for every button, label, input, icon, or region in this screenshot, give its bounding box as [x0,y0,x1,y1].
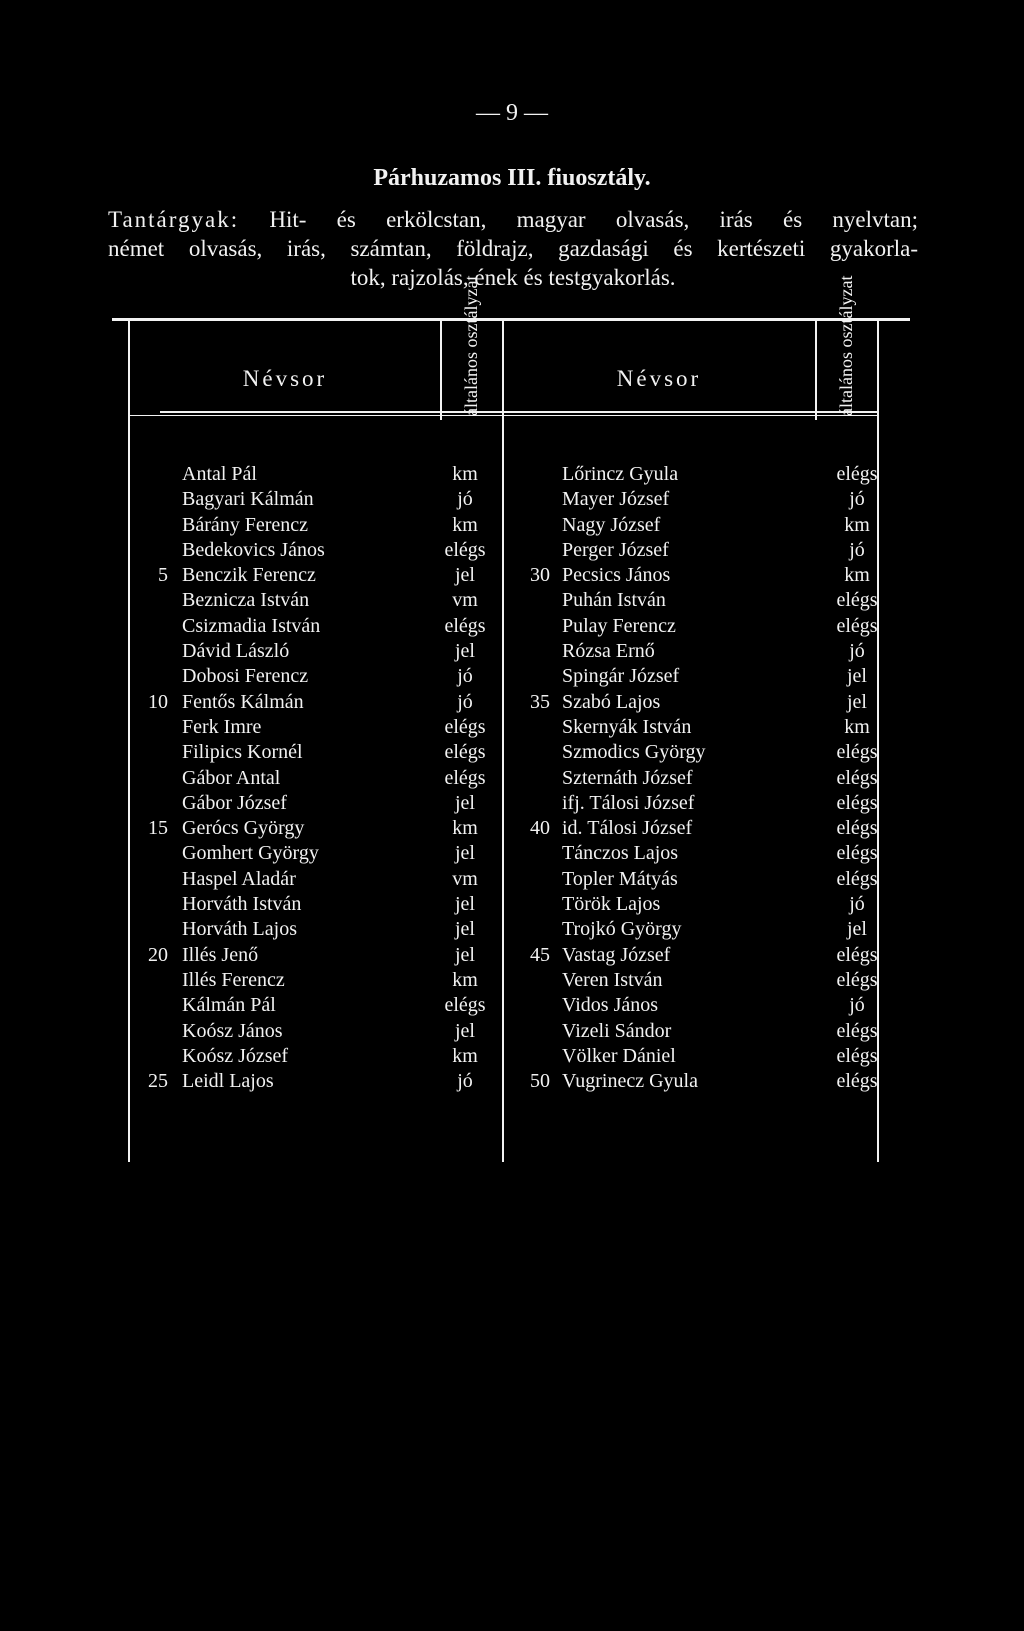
grade-right: jó [849,640,865,663]
grade-right: elégs [836,943,878,966]
student-name-right: Mayer József [562,488,670,511]
student-name-right: Nagy József [562,513,661,536]
student-name-right: Vugrinecz Gyula [562,1070,698,1093]
table-row [0,791,1024,816]
student-name-left: Gomhert György [182,842,319,865]
grade-right: km [844,564,870,587]
student-name-right: Völker Dániel [562,1044,676,1067]
grade-left: jel [455,918,475,941]
student-name-left: Leidl Lajos [182,1070,274,1093]
student-name-right: Topler Mátyás [562,867,678,890]
student-name-left: Dobosi Ferencz [182,665,309,688]
subjects-line-1-text: Hit- és erkölcstan, magyar olvasás, irás és nyelvtan; [269,207,919,232]
student-name-right: Skernyák István [562,715,692,738]
table-header-rule-second [130,415,878,416]
grade-left: jó [457,1070,473,1093]
grade-right: elégs [836,867,878,890]
grade-left: jel [455,893,475,916]
grade-left: jel [455,564,475,587]
table-row [0,867,1024,892]
student-name-right: Perger József [562,538,669,561]
student-name-right: Vizeli Sándor [562,1019,672,1042]
grade-left: km [452,463,478,485]
grade-right: jel [847,690,867,713]
subjects-lead: Tantárgyak: [108,207,240,232]
student-name-left: Dávid László [182,640,290,663]
grade-right: elégs [836,1019,878,1042]
table-row [0,892,1024,917]
header-grade-left: általános osztályzat [461,275,481,416]
grade-left: vm [452,589,478,612]
grade-right: jó [849,893,865,916]
grade-left: km [452,1044,478,1067]
table-row [0,462,1024,487]
row-number-right: 40 [530,817,550,840]
table-header-rule [160,411,878,413]
table-row [0,740,1024,765]
student-name-right: id. Tálosi József [562,817,693,840]
table-row [0,841,1024,866]
grade-left: jel [455,1019,475,1042]
grade-left: km [452,968,478,991]
grade-left: elégs [444,741,486,764]
subjects-line-3: tok, rajzolás, ének és testgyakorlás. [350,265,676,290]
student-name-right: Lőrincz Gyula [562,463,679,485]
student-name-right: Rózsa Ernő [562,640,655,663]
student-name-left: Antal Pál [182,463,257,485]
row-number-right: 30 [530,564,550,587]
student-name-right: Szternáth József [562,766,693,789]
grade-right: elégs [836,817,878,840]
grade-right: elégs [836,766,878,789]
student-name-left: Ferk Imre [182,715,262,738]
grade-right: jó [849,994,865,1017]
student-name-left: Bedekovics János [182,538,325,561]
student-name-right: Szmodics György [562,741,706,764]
grade-left: elégs [444,538,486,561]
header-name-left: Névsor [242,366,328,391]
header-name-right: Névsor [616,366,702,391]
grade-left: km [452,817,478,840]
student-name-right: Pulay Ferencz [562,614,676,637]
student-name-left: Haspel Aladár [182,867,296,890]
student-name-left: Koósz József [182,1044,289,1067]
student-name-left: Horváth István [182,893,302,916]
grade-right: elégs [836,842,878,865]
student-name-left: Beznicza István [182,589,310,612]
table-row [0,1019,1024,1044]
grade-right: km [844,513,870,536]
student-name-right: Török Lajos [562,893,661,916]
table-row [0,816,1024,841]
student-name-right: Tánczos Lajos [562,842,679,865]
grade-right: elégs [836,791,878,814]
grade-right: elégs [836,463,878,485]
grade-left: elégs [444,614,486,637]
page-number: — 9 — [476,100,548,126]
grade-left: jel [455,943,475,966]
row-number-left: 15 [148,817,168,840]
table-row [0,563,1024,588]
subjects-line-2: német olvasás, irás, számtan, földrajz, gazdasági és kertészeti gyakorla- [108,236,918,261]
grade-right: jel [847,665,867,688]
grade-left: km [452,513,478,536]
table-row [0,538,1024,563]
table-column-divider-3 [815,320,817,420]
grade-right: elégs [836,968,878,991]
table-row [0,917,1024,942]
grade-left: jó [457,488,473,511]
student-name-right: ifj. Tálosi József [562,791,695,814]
table-row [0,993,1024,1018]
table-row [0,664,1024,689]
grade-left: jó [457,665,473,688]
row-number-right: 50 [530,1070,550,1093]
student-name-left: Kálmán Pál [182,994,276,1017]
grade-right: elégs [836,741,878,764]
table-row [0,715,1024,740]
table-row [0,513,1024,538]
row-number-left: 10 [148,690,168,713]
student-name-left: Gábor Antal [182,766,281,789]
grade-right: elégs [836,1044,878,1067]
student-name-right: Vidos János [562,994,659,1017]
row-number-left: 5 [158,564,168,587]
table-top-rule [112,318,910,321]
grade-right: jel [847,918,867,941]
grade-right: elégs [836,589,878,612]
grade-right: jó [849,538,865,561]
subjects-line-1 [108,205,918,234]
student-name-left: Gábor József [182,791,287,814]
row-number-right: 45 [530,943,550,966]
header-grade-right: általános osztályzat [836,275,856,416]
table-row [0,943,1024,968]
grade-right: elégs [836,614,878,637]
table-row [0,1069,1024,1094]
table-row [0,614,1024,639]
grade-left: jel [455,842,475,865]
student-name-left: Fentős Kálmán [182,690,304,713]
student-name-right: Puhán István [562,589,666,612]
student-name-left: Gerócs György [182,817,305,840]
table-row [0,1044,1024,1069]
grade-left: elégs [444,766,486,789]
table-row [0,639,1024,664]
row-number-left: 25 [148,1070,168,1093]
row-number-left: 20 [148,943,168,966]
table-body [0,462,1024,1094]
student-name-left: Bagyari Kálmán [182,488,314,511]
student-name-left: Filipics Kornél [182,741,303,764]
table-column-divider-1 [440,320,442,420]
student-name-left: Csizmadia István [182,614,321,637]
student-name-left: Illés Ferencz [182,968,285,991]
table-row [0,968,1024,993]
student-name-left: Koósz János [182,1019,283,1042]
section-title: Párhuzamos III. fiuosztály. [373,165,651,191]
student-name-left: Horváth Lajos [182,918,297,941]
grade-right: elégs [836,1070,878,1093]
student-name-right: Pecsics János [562,564,671,587]
grade-left: vm [452,867,478,890]
student-name-left: Bárány Ferencz [182,513,309,536]
table-row [0,487,1024,512]
table-row [0,588,1024,613]
student-name-right: Trojkó György [562,918,682,941]
grade-right: jó [849,488,865,511]
table-row [0,766,1024,791]
grade-left: elégs [444,994,486,1017]
student-name-right: Vastag József [562,943,671,966]
student-name-right: Veren István [562,968,663,991]
student-name-right: Szabó Lajos [562,690,661,713]
student-name-left: Benczik Ferencz [182,564,316,587]
subjects-paragraph [108,205,918,292]
grade-left: elégs [444,715,486,738]
grade-left: jel [455,640,475,663]
row-number-right: 35 [530,690,550,713]
grade-left: jó [457,690,473,713]
grade-right: km [844,715,870,738]
grade-left: jel [455,791,475,814]
student-name-right: Spingár József [562,665,680,688]
student-name-left: Illés Jenő [182,943,259,966]
table-row [0,690,1024,715]
